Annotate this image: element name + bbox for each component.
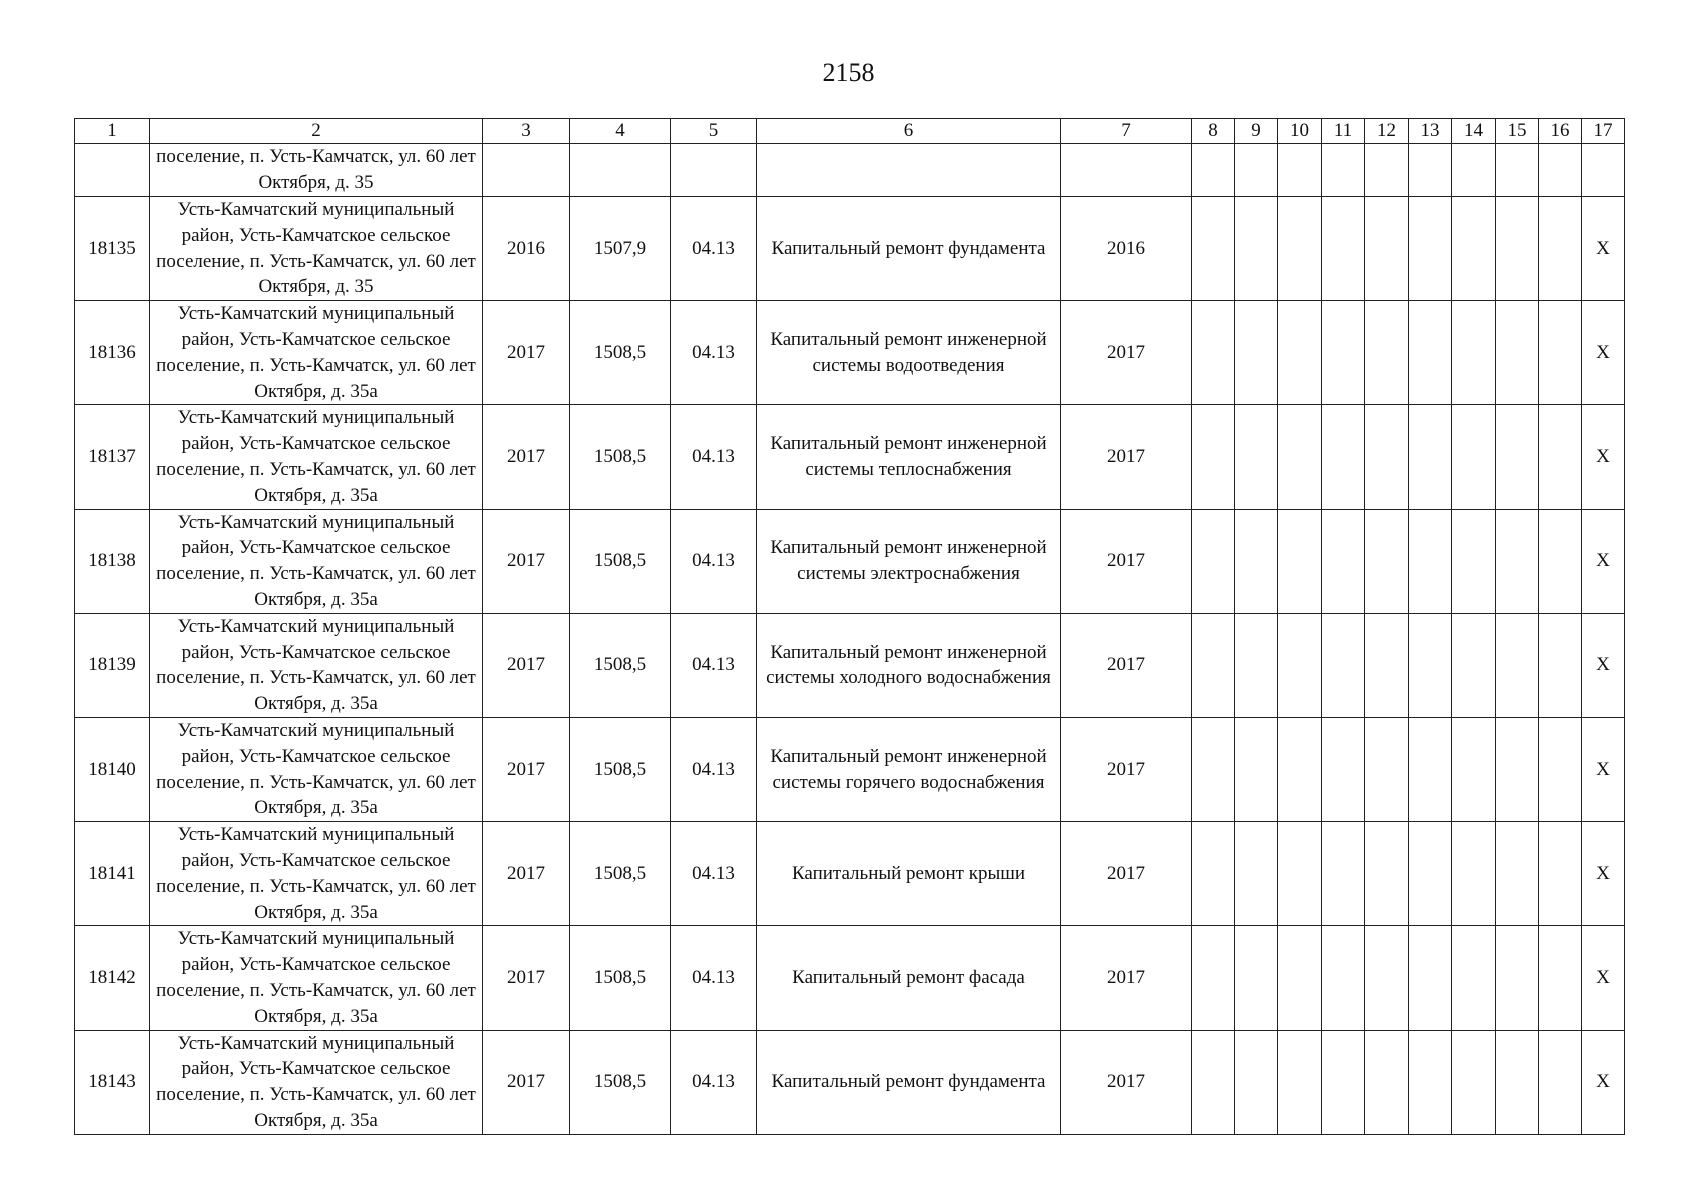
cell-col-11	[1322, 613, 1365, 717]
cell-col-12	[1365, 405, 1409, 509]
cell-year-plan: 2017	[1061, 717, 1192, 821]
column-header-5: 5	[671, 119, 757, 144]
cell-area: 1508,5	[570, 717, 671, 821]
cell-year-plan: 2017	[1061, 405, 1192, 509]
cell-code: 04.13	[671, 301, 757, 405]
table-row	[75, 613, 1625, 717]
cell-code: 04.13	[671, 509, 757, 613]
table-row	[75, 405, 1625, 509]
cell-col-15	[1496, 926, 1539, 1030]
cell-area: 1508,5	[570, 822, 671, 926]
cell-col-12	[1365, 926, 1409, 1030]
cell-year-built: 2017	[483, 301, 570, 405]
cell-col-16	[1539, 197, 1582, 301]
cell-year-built: 2017	[483, 509, 570, 613]
column-header-3: 3	[483, 119, 570, 144]
cell-work: Капитальный ремонт инженерной системы горячего водоснабжения	[757, 717, 1061, 821]
cell-code: 04.13	[671, 717, 757, 821]
column-header-12: 12	[1365, 119, 1409, 144]
cell-col-16	[1539, 613, 1582, 717]
cell-work: Капитальный ремонт инженерной системы теплоснабжения	[757, 405, 1061, 509]
cell-col-10	[1278, 301, 1322, 405]
cell-col-15	[1496, 613, 1539, 717]
cell-col-16	[1539, 1030, 1582, 1134]
column-header-4: 4	[570, 119, 671, 144]
cell-address: Усть-Камчатский муниципальный район, Усть-Камчатское сельское поселение, п. Усть-Камчатск, ул. 60 лет Октября, д. 35а	[150, 926, 483, 1030]
cell-col-14	[1452, 301, 1496, 405]
cell-col-14	[1452, 144, 1496, 197]
column-header-16: 16	[1539, 119, 1582, 144]
cell-year-built: 2017	[483, 717, 570, 821]
cell-col-16	[1539, 822, 1582, 926]
cell-year-plan: 2017	[1061, 822, 1192, 926]
cell-col-10	[1278, 613, 1322, 717]
cell-col-10	[1278, 197, 1322, 301]
table-row	[75, 197, 1625, 301]
cell-address: Усть-Камчатский муниципальный район, Усть-Камчатское сельское поселение, п. Усть-Камчатск, ул. 60 лет Октября, д. 35	[150, 197, 483, 301]
cell-work: Капитальный ремонт фасада	[757, 926, 1061, 1030]
cell-col-11	[1322, 197, 1365, 301]
cell-col-16	[1539, 509, 1582, 613]
cell-col-14	[1452, 613, 1496, 717]
column-header-11: 11	[1322, 119, 1365, 144]
cell-code: 04.13	[671, 613, 757, 717]
cell-id	[75, 144, 150, 197]
cell-address: Усть-Камчатский муниципальный район, Усть-Камчатское сельское поселение, п. Усть-Камчатск, ул. 60 лет Октября, д. 35а	[150, 301, 483, 405]
cell-year-built: 2017	[483, 926, 570, 1030]
cell-mark: X	[1582, 405, 1625, 509]
cell-col-11	[1322, 144, 1365, 197]
cell-col-11	[1322, 717, 1365, 821]
cell-col-12	[1365, 1030, 1409, 1134]
cell-year-plan: 2017	[1061, 509, 1192, 613]
cell-col-11	[1322, 926, 1365, 1030]
cell-mark: X	[1582, 1030, 1625, 1134]
cell-year-built: 2017	[483, 613, 570, 717]
cell-work: Капитальный ремонт фундамента	[757, 197, 1061, 301]
cell-code: 04.13	[671, 405, 757, 509]
cell-col-13	[1409, 926, 1452, 1030]
cell-id: 18142	[75, 926, 150, 1030]
cell-col-12	[1365, 717, 1409, 821]
cell-mark: X	[1582, 301, 1625, 405]
cell-work: Капитальный ремонт инженерной системы водоотведения	[757, 301, 1061, 405]
cell-col-9	[1235, 301, 1278, 405]
cell-id: 18136	[75, 301, 150, 405]
cell-code: 04.13	[671, 197, 757, 301]
table-row	[75, 301, 1625, 405]
cell-col-14	[1452, 822, 1496, 926]
cell-year-built: 2017	[483, 822, 570, 926]
cell-col-12	[1365, 197, 1409, 301]
cell-col-15	[1496, 144, 1539, 197]
cell-col-10	[1278, 926, 1322, 1030]
table-row	[75, 822, 1625, 926]
cell-year-plan: 2017	[1061, 301, 1192, 405]
cell-mark: X	[1582, 197, 1625, 301]
column-header-17: 17	[1582, 119, 1625, 144]
cell-col-16	[1539, 144, 1582, 197]
cell-col-8	[1192, 926, 1235, 1030]
cell-col-13	[1409, 1030, 1452, 1134]
cell-area: 1508,5	[570, 509, 671, 613]
cell-col-8	[1192, 509, 1235, 613]
cell-col-10	[1278, 1030, 1322, 1134]
cell-col-9	[1235, 509, 1278, 613]
cell-col-8	[1192, 405, 1235, 509]
cell-year-plan	[1061, 144, 1192, 197]
cell-year-plan: 2016	[1061, 197, 1192, 301]
cell-col-9	[1235, 144, 1278, 197]
cell-area: 1508,5	[570, 926, 671, 1030]
cell-col-9	[1235, 926, 1278, 1030]
cell-address: Усть-Камчатский муниципальный район, Усть-Камчатское сельское поселение, п. Усть-Камчатск, ул. 60 лет Октября, д. 35а	[150, 1030, 483, 1134]
cell-col-10	[1278, 405, 1322, 509]
cell-address: Усть-Камчатский муниципальный район, Усть-Камчатское сельское поселение, п. Усть-Камчатск, ул. 60 лет Октября, д. 35а	[150, 509, 483, 613]
cell-col-10	[1278, 717, 1322, 821]
cell-col-15	[1496, 717, 1539, 821]
cell-code: 04.13	[671, 926, 757, 1030]
cell-col-11	[1322, 509, 1365, 613]
cell-col-9	[1235, 197, 1278, 301]
cell-col-8	[1192, 197, 1235, 301]
cell-col-8	[1192, 613, 1235, 717]
cell-col-11	[1322, 1030, 1365, 1134]
continuation-row	[75, 144, 1625, 197]
cell-code: 04.13	[671, 1030, 757, 1134]
cell-address: Усть-Камчатский муниципальный район, Усть-Камчатское сельское поселение, п. Усть-Камчатск, ул. 60 лет Октября, д. 35а	[150, 405, 483, 509]
cell-work: Капитальный ремонт крыши	[757, 822, 1061, 926]
cell-col-9	[1235, 717, 1278, 821]
column-header-9: 9	[1235, 119, 1278, 144]
cell-year-plan: 2017	[1061, 613, 1192, 717]
column-header-8: 8	[1192, 119, 1235, 144]
column-header-13: 13	[1409, 119, 1452, 144]
cell-area	[570, 144, 671, 197]
cell-col-12	[1365, 613, 1409, 717]
cell-col-12	[1365, 301, 1409, 405]
cell-col-16	[1539, 717, 1582, 821]
cell-col-11	[1322, 405, 1365, 509]
cell-area: 1507,9	[570, 197, 671, 301]
page-number: 2158	[822, 58, 875, 87]
cell-col-16	[1539, 405, 1582, 509]
column-header-2: 2	[150, 119, 483, 144]
cell-mark: X	[1582, 926, 1625, 1030]
cell-year-built: 2016	[483, 197, 570, 301]
cell-col-14	[1452, 1030, 1496, 1134]
register-table	[74, 118, 1625, 1135]
cell-col-12	[1365, 144, 1409, 197]
cell-area: 1508,5	[570, 405, 671, 509]
cell-work: Капитальный ремонт инженерной системы холодного водоснабжения	[757, 613, 1061, 717]
cell-id: 18138	[75, 509, 150, 613]
cell-col-8	[1192, 301, 1235, 405]
cell-year-plan: 2017	[1061, 1030, 1192, 1134]
table-header	[75, 119, 1625, 144]
cell-col-13	[1409, 301, 1452, 405]
cell-year-built: 2017	[483, 405, 570, 509]
column-header-1: 1	[75, 119, 150, 144]
column-header-6: 6	[757, 119, 1061, 144]
cell-col-8	[1192, 144, 1235, 197]
cell-id: 18139	[75, 613, 150, 717]
column-header-14: 14	[1452, 119, 1496, 144]
cell-col-10	[1278, 822, 1322, 926]
cell-col-13	[1409, 197, 1452, 301]
cell-col-15	[1496, 197, 1539, 301]
table-body	[75, 144, 1625, 1135]
cell-code: 04.13	[671, 822, 757, 926]
cell-col-9	[1235, 613, 1278, 717]
cell-col-8	[1192, 1030, 1235, 1134]
cell-col-13	[1409, 613, 1452, 717]
cell-work	[757, 144, 1061, 197]
cell-id: 18143	[75, 1030, 150, 1134]
cell-col-9	[1235, 1030, 1278, 1134]
cell-col-16	[1539, 301, 1582, 405]
cell-col-16	[1539, 926, 1582, 1030]
cell-col-17	[1582, 144, 1625, 197]
cell-area: 1508,5	[570, 613, 671, 717]
cell-col-12	[1365, 822, 1409, 926]
cell-area: 1508,5	[570, 1030, 671, 1134]
cell-col-13	[1409, 144, 1452, 197]
cell-mark: X	[1582, 613, 1625, 717]
cell-address: Усть-Камчатский муниципальный район, Усть-Камчатское сельское поселение, п. Усть-Камчатск, ул. 60 лет Октября, д. 35а	[150, 717, 483, 821]
cell-col-13	[1409, 822, 1452, 926]
cell-col-15	[1496, 1030, 1539, 1134]
cell-work: Капитальный ремонт фундамента	[757, 1030, 1061, 1134]
cell-col-14	[1452, 405, 1496, 509]
cell-col-12	[1365, 509, 1409, 613]
cell-col-8	[1192, 822, 1235, 926]
cell-col-10	[1278, 144, 1322, 197]
cell-col-15	[1496, 405, 1539, 509]
cell-work: Капитальный ремонт инженерной системы электроснабжения	[757, 509, 1061, 613]
cell-col-11	[1322, 301, 1365, 405]
cell-col-9	[1235, 822, 1278, 926]
cell-col-15	[1496, 509, 1539, 613]
cell-address: Усть-Камчатский муниципальный район, Усть-Камчатское сельское поселение, п. Усть-Камчатск, ул. 60 лет Октября, д. 35а	[150, 613, 483, 717]
cell-col-13	[1409, 509, 1452, 613]
cell-col-14	[1452, 717, 1496, 821]
column-header-7: 7	[1061, 119, 1192, 144]
column-header-10: 10	[1278, 119, 1322, 144]
cell-area: 1508,5	[570, 301, 671, 405]
cell-id: 18135	[75, 197, 150, 301]
cell-code	[671, 144, 757, 197]
cell-address: поселение, п. Усть-Камчатск, ул. 60 лет Октября, д. 35	[150, 144, 483, 197]
column-number-row	[75, 119, 1625, 144]
cell-mark: X	[1582, 717, 1625, 821]
cell-mark: X	[1582, 822, 1625, 926]
cell-col-10	[1278, 509, 1322, 613]
table-row	[75, 926, 1625, 1030]
cell-id: 18141	[75, 822, 150, 926]
cell-year-built: 2017	[483, 1030, 570, 1134]
cell-col-9	[1235, 405, 1278, 509]
cell-year-built	[483, 144, 570, 197]
cell-col-14	[1452, 197, 1496, 301]
cell-col-11	[1322, 822, 1365, 926]
cell-address: Усть-Камчатский муниципальный район, Усть-Камчатское сельское поселение, п. Усть-Камчатск, ул. 60 лет Октября, д. 35а	[150, 822, 483, 926]
table-row	[75, 717, 1625, 821]
cell-col-13	[1409, 405, 1452, 509]
cell-year-plan: 2017	[1061, 926, 1192, 1030]
cell-col-8	[1192, 717, 1235, 821]
cell-mark: X	[1582, 509, 1625, 613]
cell-col-14	[1452, 509, 1496, 613]
cell-col-15	[1496, 822, 1539, 926]
table-row	[75, 1030, 1625, 1134]
cell-col-13	[1409, 717, 1452, 821]
cell-col-15	[1496, 301, 1539, 405]
cell-id: 18137	[75, 405, 150, 509]
cell-col-14	[1452, 926, 1496, 1030]
column-header-15: 15	[1496, 119, 1539, 144]
cell-id: 18140	[75, 717, 150, 821]
table-row	[75, 509, 1625, 613]
